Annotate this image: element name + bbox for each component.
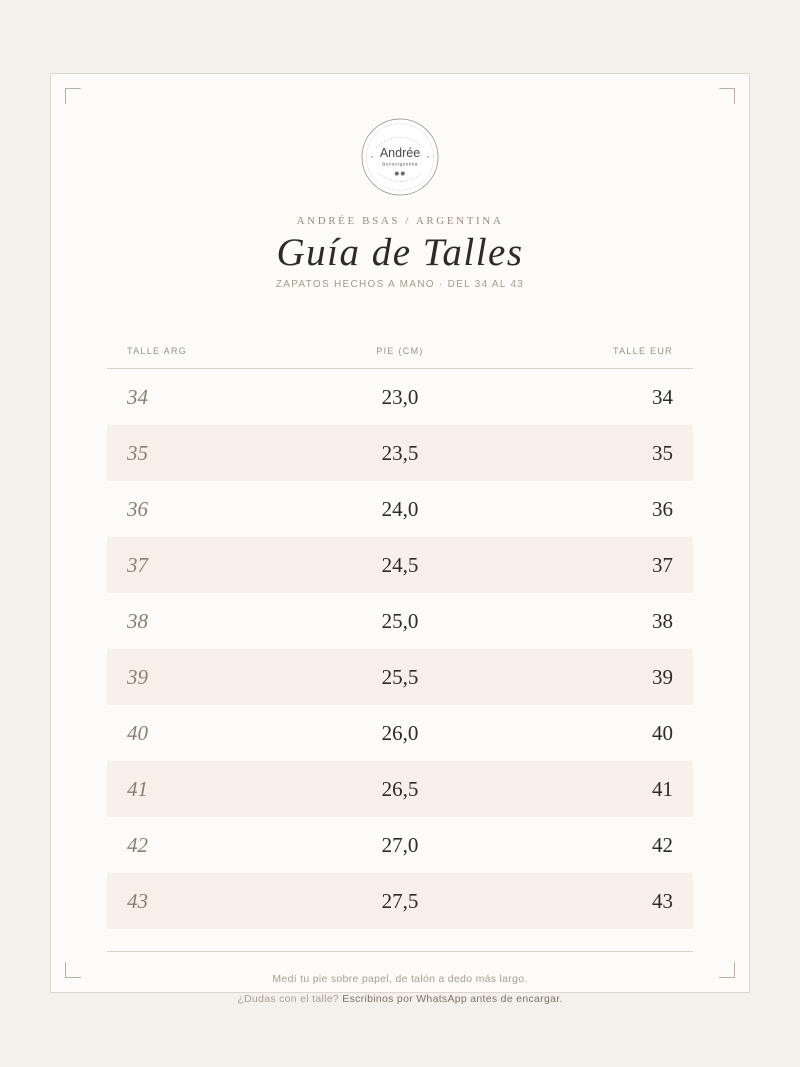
logo-social-icon bbox=[401, 172, 405, 176]
cell-pie-cm: 26,0 bbox=[381, 721, 419, 745]
cell-talle-eur: 42 bbox=[652, 833, 673, 857]
logo-social-icon bbox=[395, 172, 399, 176]
whatsapp-cta: Escribinos por WhatsApp antes de encargar. bbox=[342, 993, 563, 1005]
cell-talle-eur: 41 bbox=[652, 777, 673, 801]
cell-talle-eur: 36 bbox=[652, 497, 673, 521]
table-row bbox=[107, 873, 693, 929]
whatsapp-note bbox=[0, 993, 800, 1005]
measure-instruction: Medí tu pie sobre papel, de talón a dedo más largo. bbox=[272, 973, 528, 985]
cell-pie-cm: 27,0 bbox=[381, 833, 419, 857]
table-row bbox=[107, 425, 693, 481]
cell-talle-eur: 34 bbox=[652, 385, 673, 409]
cell-pie-cm: 27,5 bbox=[381, 889, 419, 913]
table-row bbox=[107, 761, 693, 817]
table-row bbox=[107, 593, 693, 649]
size-table bbox=[107, 336, 693, 929]
corner-ornament-top-left bbox=[65, 88, 81, 104]
cell-talle-arg: 40 bbox=[127, 721, 148, 745]
cell-talle-eur: 40 bbox=[652, 721, 673, 745]
column-header-pie-cm: PIE (CM) bbox=[376, 346, 424, 356]
cell-talle-arg: 39 bbox=[127, 665, 148, 689]
table-row bbox=[107, 537, 693, 593]
cell-pie-cm: 24,0 bbox=[381, 497, 419, 521]
cell-talle-arg: 41 bbox=[127, 777, 148, 801]
size-guide-card bbox=[50, 73, 750, 993]
cell-pie-cm: 26,5 bbox=[381, 777, 419, 801]
whatsapp-note-prefix: ¿Dudas con el talle? bbox=[237, 993, 340, 1005]
column-header-talle-eur: TALLE EUR bbox=[612, 346, 673, 356]
page-subtitle: ZAPATOS HECHOS A MANO · DEL 34 AL 43 bbox=[275, 279, 525, 290]
cell-pie-cm: 24,5 bbox=[381, 553, 419, 577]
footer-divider bbox=[107, 951, 693, 952]
cell-talle-arg: 35 bbox=[127, 441, 148, 465]
table-row bbox=[107, 369, 693, 425]
cell-pie-cm: 23,0 bbox=[381, 385, 419, 409]
table-header bbox=[107, 336, 693, 369]
cell-talle-eur: 38 bbox=[652, 609, 673, 633]
cell-talle-eur: 37 bbox=[652, 553, 673, 577]
logo-wordmark: Andrée bbox=[379, 146, 421, 160]
table-row bbox=[107, 705, 693, 761]
cell-talle-arg: 37 bbox=[127, 553, 148, 577]
cell-pie-cm: 23,5 bbox=[381, 441, 419, 465]
cell-talle-arg: 43 bbox=[127, 889, 148, 913]
table-row bbox=[107, 649, 693, 705]
cell-talle-eur: 35 bbox=[652, 441, 673, 465]
cell-talle-eur: 39 bbox=[652, 665, 673, 689]
page-title: Guía de Talles bbox=[276, 231, 524, 274]
cell-talle-arg: 42 bbox=[127, 833, 148, 857]
cell-talle-arg: 38 bbox=[127, 609, 148, 633]
corner-ornament-top-right bbox=[719, 88, 735, 104]
cell-pie-cm: 25,5 bbox=[381, 665, 419, 689]
brand-logo-seal bbox=[361, 118, 439, 196]
column-header-talle-arg: TALLE ARG bbox=[127, 346, 188, 356]
cell-talle-arg: 34 bbox=[127, 385, 148, 409]
logo-tagline: BsAsArgentina bbox=[382, 161, 418, 167]
brand-line: ANDRÉE BSAS / ARGENTINA bbox=[296, 215, 504, 227]
cell-talle-arg: 36 bbox=[127, 497, 148, 521]
table-row bbox=[107, 817, 693, 873]
cell-talle-eur: 43 bbox=[652, 889, 673, 913]
cell-pie-cm: 25,0 bbox=[381, 609, 419, 633]
table-row bbox=[107, 481, 693, 537]
